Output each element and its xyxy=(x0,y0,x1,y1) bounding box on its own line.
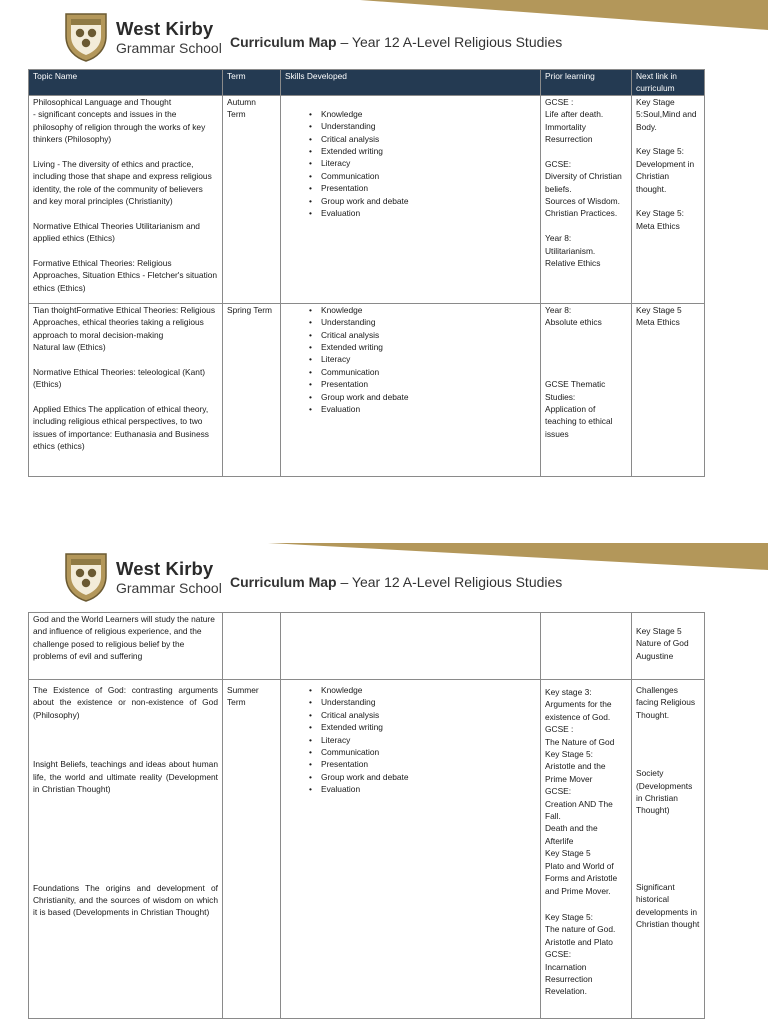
prior-text: Resurrection xyxy=(545,134,593,145)
prior-learning-cell xyxy=(541,95,632,303)
list-item: • Extended writing xyxy=(309,341,536,353)
topic-text: Foundations The origins and development of Christianity, and the sources of wisdom on which it is based (Developments in Christian Thought) xyxy=(33,882,218,918)
school-crest-logo xyxy=(64,12,108,62)
topic-cell xyxy=(29,680,223,1019)
school-name-line2: Grammar School xyxy=(116,579,222,596)
school-name-line2: Grammar School xyxy=(116,39,222,56)
page-1 xyxy=(0,0,768,500)
school-crest-logo xyxy=(64,552,108,602)
list-item: • Communication xyxy=(309,366,536,378)
next-link-cell xyxy=(632,613,705,680)
prior-text: The nature of God. xyxy=(545,924,616,935)
prior-text: Absolute ethics xyxy=(545,317,602,328)
prior-text: Utilitarianism. xyxy=(545,245,596,256)
prior-text: Incarnation xyxy=(545,961,587,972)
prior-text: GCSE : xyxy=(545,96,574,107)
list-item: • Critical analysis xyxy=(309,133,536,145)
list-item: • Evaluation xyxy=(309,207,536,219)
prior-text: GCSE: xyxy=(545,158,572,169)
topic-text: Philosophical Language and Thought xyxy=(33,96,172,107)
prior-text: Immortality xyxy=(545,121,586,132)
term-cell: Autumn Term xyxy=(223,95,281,303)
term-cell: Summer Term xyxy=(223,680,281,1019)
list-item: • Literacy xyxy=(309,734,536,746)
prior-text: Life after death. xyxy=(545,109,604,120)
list-item: • Literacy xyxy=(309,157,536,169)
term-cell: Spring Term xyxy=(223,303,281,476)
document-title xyxy=(230,34,562,50)
title-bold: Curriculum Map xyxy=(230,34,337,50)
header-skills: Skills Developed xyxy=(281,70,541,96)
skills-list xyxy=(285,96,536,220)
prior-text: Death and the Afterlife xyxy=(545,823,598,846)
prior-text: Key Stage 5 xyxy=(545,848,591,859)
next-text: Key Stage 5 Meta Ethics xyxy=(636,304,682,328)
prior-text: Christian Practices. xyxy=(545,208,618,219)
table-header-row xyxy=(29,70,705,96)
prior-text: Revelation. xyxy=(545,986,587,997)
header-term: Term xyxy=(223,70,281,96)
list-item: • Understanding xyxy=(309,120,536,132)
list-item: • Group work and debate xyxy=(309,771,536,783)
list-item: • Extended writing xyxy=(309,721,536,733)
list-item: • Understanding xyxy=(309,696,536,708)
list-item: • Presentation xyxy=(309,758,536,770)
table-row xyxy=(29,95,705,303)
list-item: • Communication xyxy=(309,170,536,182)
table-row xyxy=(29,303,705,476)
list-item: • Evaluation xyxy=(309,783,536,795)
list-item: • Evaluation xyxy=(309,403,536,415)
prior-text: Application of teaching to ethical issues xyxy=(545,404,613,439)
topic-text: Normative Ethical Theories Utilitarianism and applied ethics (Ethics) xyxy=(33,220,200,244)
prior-text: Arguments for the existence of God. xyxy=(545,699,612,722)
next-text: Key Stage 5 Nature of God Augustine xyxy=(636,626,689,661)
topic-cell: God and the World Learners will study the nature and influence of religious experience, and the challenge posed to religious belief by the problems of evil and suffering xyxy=(29,613,223,680)
prior-text: Diversity of Christian beliefs. xyxy=(545,171,622,194)
prior-text: Sources of Wisdom. xyxy=(545,196,620,207)
skills-cell xyxy=(281,303,541,476)
prior-text: Year 8: xyxy=(545,304,572,315)
curriculum-table-page-2 xyxy=(28,612,705,1019)
topic-text: Applied Ethics The application of ethical theory, including religious ethical perspectives, to two issues of importance: Euthanasia and Business ethics (ethics) xyxy=(33,404,209,452)
topic-text: Natural law (Ethics) xyxy=(33,342,106,353)
list-item: • Presentation xyxy=(309,182,536,194)
header-next-link: Next link in curriculum xyxy=(632,70,705,96)
topic-text: Living - The diversity of ethics and practice, including those that shape and express religious identity, the role of the community of believers and key moral principles (Christianity) xyxy=(33,158,212,207)
next-text: Challenges facing Religious Thought. xyxy=(636,685,696,720)
topic-text: Normative Ethical Theories: teleological (Kant) (Ethics) xyxy=(33,366,206,390)
prior-text: GCSE: xyxy=(545,949,572,960)
prior-learning-cell xyxy=(541,680,632,1019)
topic-cell xyxy=(29,303,223,476)
prior-text: Relative Ethics xyxy=(545,258,601,269)
next-link-cell xyxy=(632,680,705,1019)
prior-text: The Nature of God xyxy=(545,736,615,747)
prior-text: Aristotle and the Prime Mover xyxy=(545,761,606,784)
list-item: • Communication xyxy=(309,746,536,758)
skills-list xyxy=(285,304,536,416)
title-rest: – Year 12 A-Level Religious Studies xyxy=(336,34,563,50)
table-row xyxy=(29,680,705,1019)
header-topic-name: Topic Name xyxy=(29,70,223,96)
prior-text: Aristotle and Plato xyxy=(545,936,613,947)
topic-text: Insight Beliefs, teachings and ideas about human life, the world and ultimate reality (Development in Christian Thought) xyxy=(33,759,218,795)
list-item: • Presentation xyxy=(309,378,536,390)
list-item: • Knowledge xyxy=(309,304,536,316)
topic-text: - significant concepts and issues in the philosophy of religion through the works of key thinkers (Philosophy) xyxy=(33,109,206,145)
prior-text: GCSE : xyxy=(545,724,574,735)
next-text: Key Stage 5: Development in Christian thought. xyxy=(636,146,695,194)
list-item: • Knowledge xyxy=(309,684,536,696)
title-rest: – Year 12 A-Level Religious Studies xyxy=(336,574,563,590)
school-name xyxy=(116,20,222,55)
school-name xyxy=(116,560,222,595)
skills-list xyxy=(285,680,536,796)
prior-learning-cell xyxy=(541,613,632,680)
prior-text: Plato and World of Forms and Aristotle and Prime Mover. xyxy=(545,860,618,896)
title-bold: Curriculum Map xyxy=(230,574,337,590)
topic-text: Formative Ethical Theories: Religious Approaches, Situation Ethics - Fletcher's situation ethics (Ethics) xyxy=(33,258,218,293)
header-prior-learning: Prior learning xyxy=(541,70,632,96)
next-text: Key Stage 5:Soul,Mind and Body. xyxy=(636,96,697,132)
next-link-cell xyxy=(632,95,705,303)
list-item: • Critical analysis xyxy=(309,709,536,721)
school-name-line1: West Kirby xyxy=(116,558,214,579)
school-name-line1: West Kirby xyxy=(116,18,214,39)
next-link-cell xyxy=(632,303,705,476)
list-item: • Group work and debate xyxy=(309,391,536,403)
prior-text: Resurrection xyxy=(545,973,593,984)
prior-text: Key stage 3: xyxy=(545,687,592,697)
next-text: Society (Developments in Christian Thought) xyxy=(636,768,693,816)
prior-text: GCSE: xyxy=(545,786,572,797)
prior-text: Key Stage 5: xyxy=(545,749,593,760)
list-item: • Understanding xyxy=(309,316,536,328)
skills-cell xyxy=(281,613,541,680)
page-2 xyxy=(0,540,768,1024)
skills-cell xyxy=(281,95,541,303)
list-item: • Extended writing xyxy=(309,145,536,157)
list-item: • Critical analysis xyxy=(309,329,536,341)
prior-text: Year 8: xyxy=(545,233,572,244)
table-row xyxy=(29,613,705,680)
prior-text: Creation AND The Fall. xyxy=(545,798,613,822)
term-cell xyxy=(223,613,281,680)
skills-cell xyxy=(281,680,541,1019)
topic-cell xyxy=(29,95,223,303)
next-text: Key Stage 5: Meta Ethics xyxy=(636,208,684,231)
topic-text: The Existence of God: contrasting arguments about the existence or non-existence of God (Philosophy) xyxy=(33,685,218,720)
topic-text: Tian thoightFormative Ethical Theories: Religious Approaches, ethical theories taking a religious approach to moral decision-making xyxy=(33,304,216,340)
next-text: Significant historical developments in Christian thought xyxy=(636,881,700,930)
list-item: • Literacy xyxy=(309,353,536,365)
document-title xyxy=(230,574,562,590)
prior-text: Key Stage 5: xyxy=(545,911,593,922)
prior-learning-cell xyxy=(541,303,632,476)
list-item: • Knowledge xyxy=(309,108,536,120)
prior-text: GCSE Thematic Studies: xyxy=(545,379,606,402)
list-item: • Group work and debate xyxy=(309,195,536,207)
curriculum-table-page-1 xyxy=(28,69,705,477)
